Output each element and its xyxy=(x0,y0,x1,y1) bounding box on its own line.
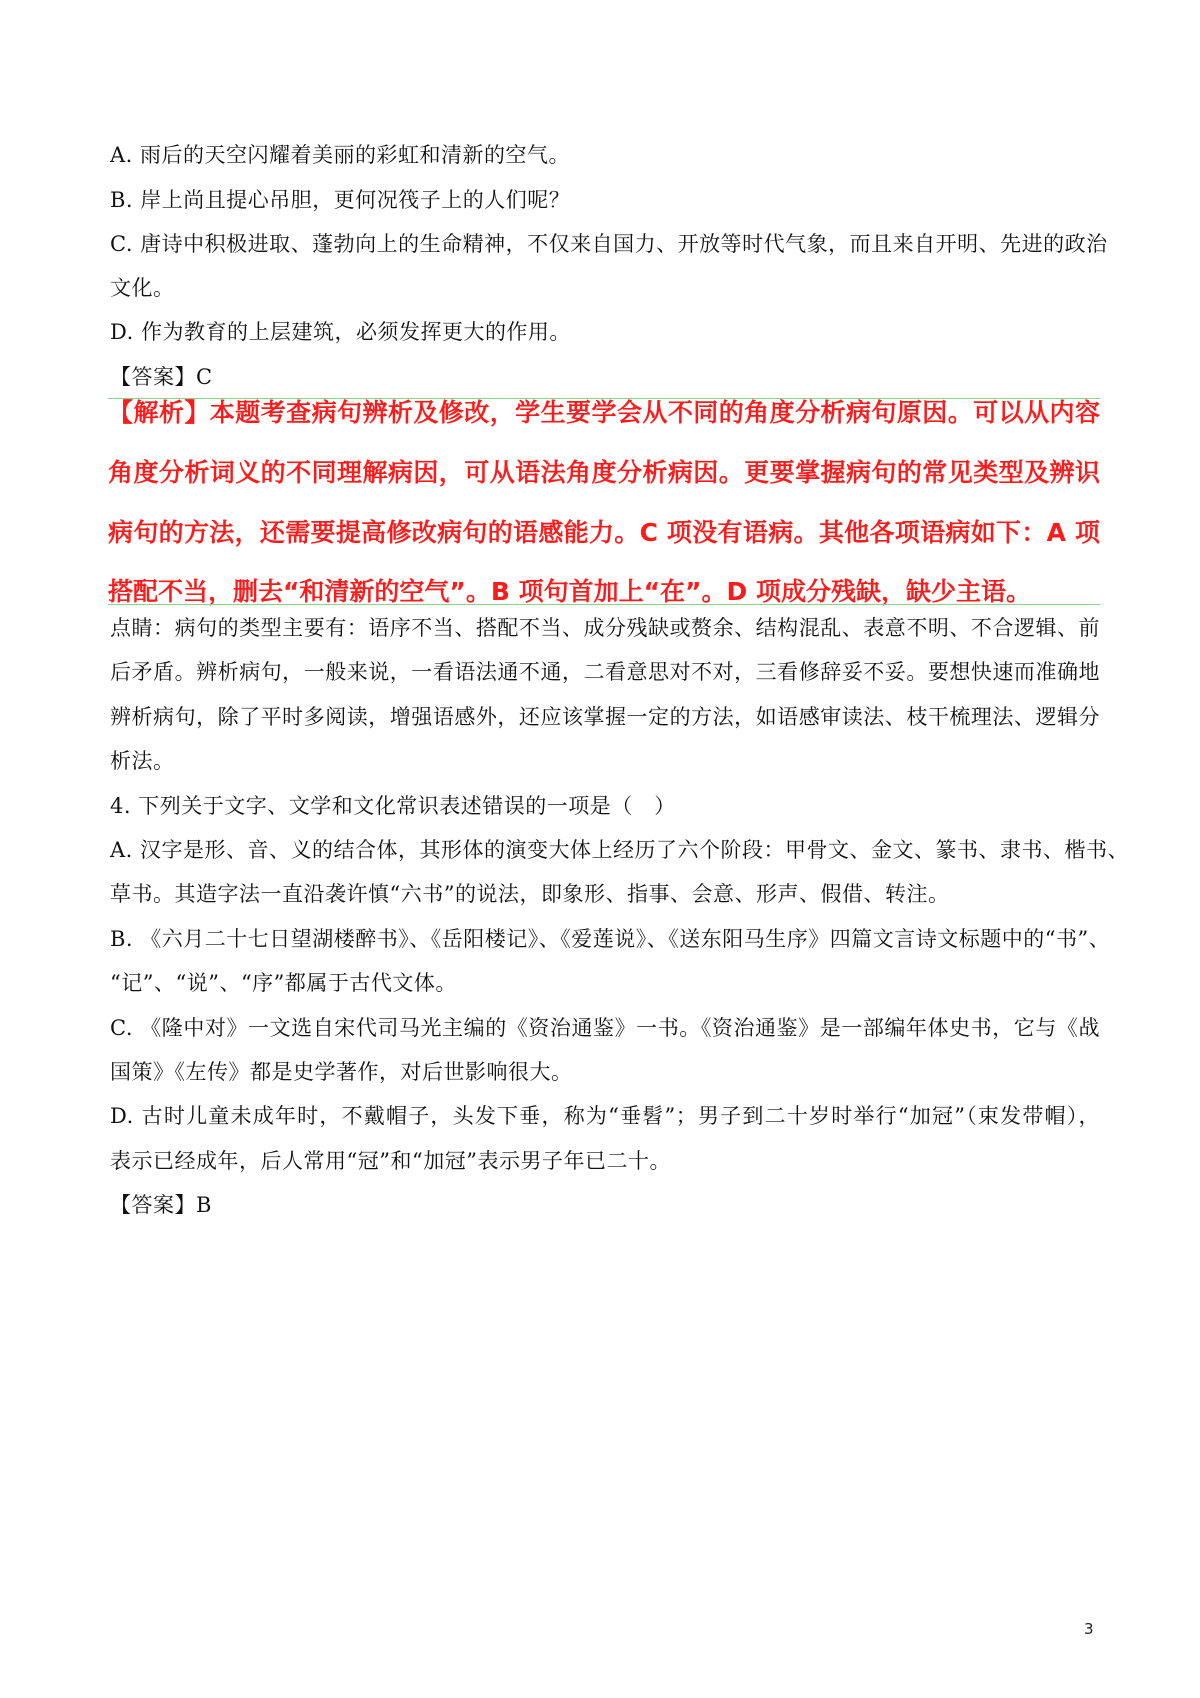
q4-answer: 【答案】B xyxy=(110,1193,212,1217)
q3-analysis-line1: 【解析】本题考查病句辨析及修改，学生要学会从不同的角度分析病句原因。可以从内容 xyxy=(108,398,1100,427)
q3-tips-line4: 析法。 xyxy=(110,749,175,773)
page-number: 3 xyxy=(1084,1620,1094,1638)
q3-option-a: A. 雨后的天空闪耀着美丽的彩虹和清新的空气。 xyxy=(110,143,571,167)
analysis-bottom-rule xyxy=(108,604,1100,605)
q3-option-c-line2: 文化。 xyxy=(110,276,175,300)
q4-option-a-line2: 草书。其造字法一直沿袭许慎“六书”的说法，即象形、指事、会意、形声、假借、转注。 xyxy=(110,882,950,906)
q3-tips-line1: 点睛：病句的类型主要有：语序不当、搭配不当、成分残缺或赘余、结构混乱、表意不明、不合逻辑、前 xyxy=(110,616,1100,640)
q3-tips-line3: 辨析病句，除了平时多阅读，增强语感外，还应该掌握一定的方法，如语感审读法、枝干梳理法、逻辑分 xyxy=(110,705,1100,729)
q4-option-b-line1: B. 《六月二十七日望湖楼醉书》、《岳阳楼记》、《爱莲说》、《送东阳马生序》四篇文言诗文标题中的“书”、 xyxy=(110,927,1111,951)
q3-option-d: D. 作为教育的上层建筑，必须发挥更大的作用。 xyxy=(110,320,571,344)
q3-answer: 【答案】C xyxy=(110,365,213,389)
q3-analysis-line2: 角度分析词义的不同理解病因，可从语法角度分析病因。更要掌握病句的常见类型及辨识 xyxy=(108,458,1100,487)
q4-option-c-line2: 国策》《左传》都是史学著作，对后世影响很大。 xyxy=(110,1060,573,1084)
q3-option-c-line1: C. 唐诗中积极进取、蓬勃向上的生命精神，不仅来自国力、开放等时代气象，而且来自开明、先进的政治 xyxy=(110,232,1108,256)
q3-analysis-line4: 搭配不当，删去“和清新的空气”。B 项句首加上“在”。D 项成分残缺，缺少主语。 xyxy=(108,577,1031,606)
q4-option-a-line1: A. 汉字是形、音、义的结合体，其形体的演变大体上经历了六个阶段：甲骨文、金文、篆书、隶书、楷书、 xyxy=(110,838,1130,862)
q3-analysis-line3: 病句的方法，还需要提高修改病句的语感能力。C 项没有语病。其他各项语病如下：A 项 xyxy=(108,518,1100,547)
q4-option-c-line1: C. 《隆中对》一文选自宋代司马光主编的《资治通鉴》一书。《资治通鉴》是一部编年体史书，它与《战 xyxy=(110,1016,1100,1040)
q3-option-b: B. 岸上尚且提心吊胆，更何况筏子上的人们呢？ xyxy=(110,188,571,212)
q4-option-d-line1: D. 古时儿童未成年时，不戴帽子，头发下垂，称为“垂髫”；男子到二十岁时举行“加冠”（束发带帽）， xyxy=(110,1104,1100,1128)
q4-stem: 4. 下列关于文字、文学和文化常识表述错误的一项是（ ） xyxy=(110,794,676,818)
q3-tips-line2: 后矛盾。辨析病句，一般来说，一看语法通不通，二看意思对不对，三看修辞妥不妥。要想快速而准确地 xyxy=(110,660,1100,684)
q4-option-d-line2: 表示已经成年，后人常用“冠”和“加冠”表示男子年已二十。 xyxy=(110,1149,671,1173)
q4-option-b-line2: “记”、“说”、“序”都属于古代文体。 xyxy=(110,971,457,995)
